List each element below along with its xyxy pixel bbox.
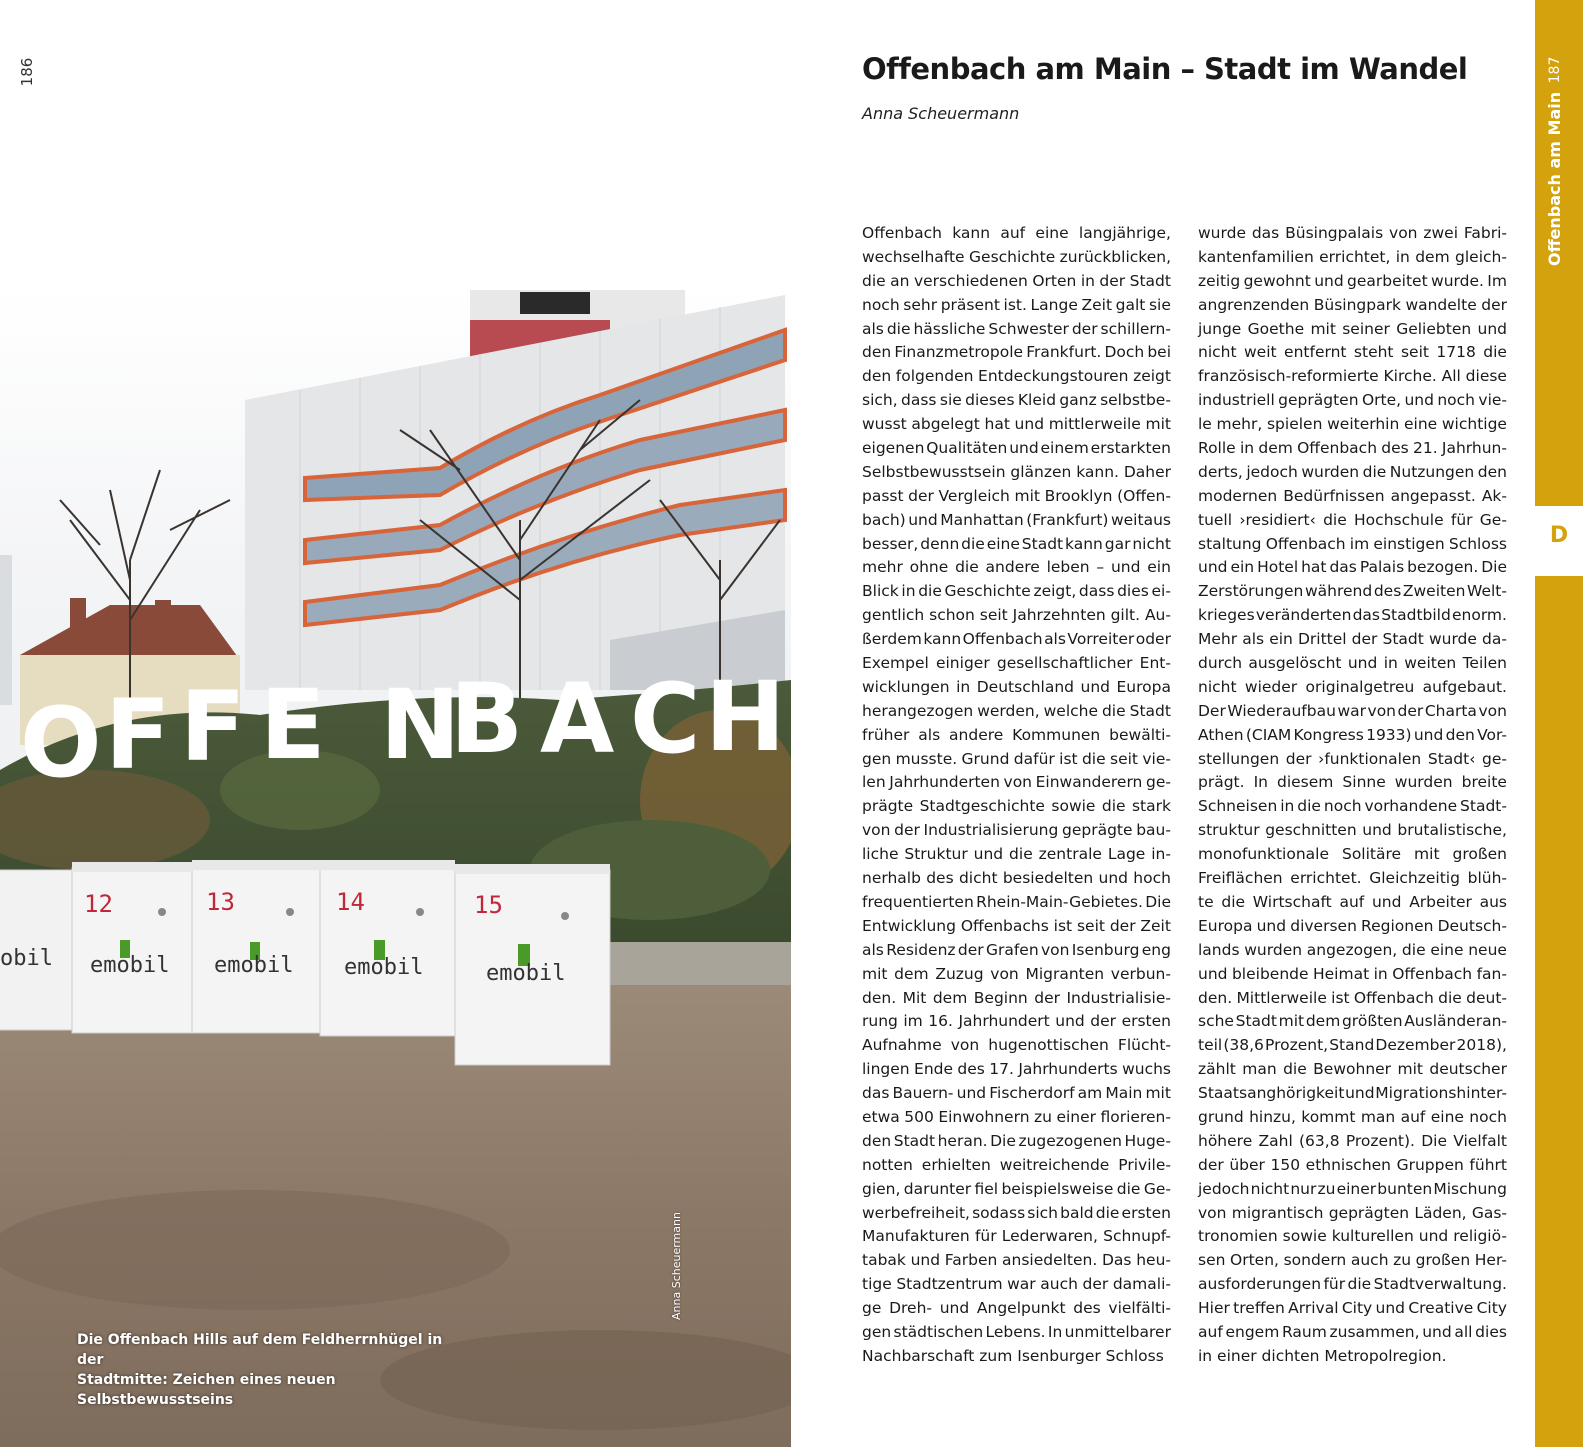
text-line: Manufakturen für Lederwaren, Schnupf- bbox=[862, 1227, 1171, 1246]
photo-credit: Anna Scheuermann bbox=[670, 1212, 683, 1320]
text-line: den. Mit dem Beginn der Industrialisie- bbox=[862, 988, 1171, 1007]
text-line: stellungen der ›funktionalen Stadt‹ ge- bbox=[1198, 749, 1507, 768]
text-line: struktur geschnitten und brutalistische, bbox=[1198, 821, 1507, 840]
photo-caption bbox=[77, 1330, 457, 1410]
text-line: in einer dichten Metropolregion. bbox=[1198, 1346, 1447, 1365]
article-title: Offenbach am Main – Stadt im Wandel bbox=[862, 52, 1468, 86]
text-line: kantenfamilien errichtet, in dem gleich- bbox=[1198, 247, 1507, 266]
text-line: junge Goethe mit seiner Geliebten und bbox=[1198, 319, 1507, 338]
text-line: ßerdem kann Offenbach als Vorreiter oder bbox=[862, 630, 1171, 649]
text-line: tige Stadtzentrum war auch der damali- bbox=[862, 1275, 1171, 1294]
text-line: Athen (CIAM Kongress 1933) und den Vor- bbox=[1198, 725, 1507, 744]
text-line: zählt man die Bewohner mit deutscher bbox=[1198, 1060, 1507, 1079]
text-line: herangezogen werden, welche die Stadt bbox=[862, 701, 1171, 720]
text-line: krieges veränderten das Stadtbild enorm. bbox=[1198, 606, 1507, 625]
text-line: der über 150 ethnischen Gruppen führt bbox=[1198, 1155, 1507, 1174]
locker-brand: emobil bbox=[344, 955, 424, 980]
sign-letter: A bbox=[540, 663, 615, 775]
text-line: wurde das Büsingpalais von zwei Fabri- bbox=[1198, 224, 1507, 242]
sign-letter: B bbox=[450, 663, 524, 775]
text-line: noch sehr präsent ist. Lange Zeit galt sie bbox=[862, 295, 1171, 314]
locker-brand: emobil bbox=[214, 953, 294, 978]
text-line: modernen Bedürfnissen angepasst. Ak- bbox=[1198, 486, 1507, 505]
text-line: prägt. In diesem Sinne wurden breite bbox=[1198, 773, 1507, 792]
text-line: früher als andere Kommunen bewälti- bbox=[862, 725, 1171, 744]
text-line: und bleibende Heimat in Offenbach fan- bbox=[1198, 964, 1507, 983]
text-line: Offenbach kann auf eine langjährige, bbox=[862, 224, 1171, 242]
text-line: teil (38,6 Prozent, Stand Dezember 2018), bbox=[1198, 1036, 1507, 1055]
photo-offenbach-hills bbox=[0, 0, 791, 1447]
text-line: Staatsanghörigkeit und Migrationshinter- bbox=[1198, 1084, 1507, 1103]
page-number-left: 186 bbox=[18, 57, 36, 87]
text-line: ausforderungen für die Stadtverwaltung. bbox=[1198, 1275, 1507, 1294]
text-line: jedoch nicht nur zu einer bunten Mischung bbox=[1198, 1179, 1507, 1198]
sign-letter: E bbox=[260, 669, 326, 781]
text-line: lingen Ende des 17. Jahrhunderts wuchs bbox=[862, 1060, 1171, 1079]
caption-line: Die Offenbach Hills auf dem Feldherrnhügel in der bbox=[77, 1332, 443, 1368]
text-line: Exempel einiger gesellschaftlicher Ent- bbox=[862, 654, 1171, 673]
sign-letter: O bbox=[20, 687, 102, 799]
text-line: französisch-reformierte Kirche. All diese bbox=[1198, 367, 1507, 386]
text-line: Mehr als ein Drittel der Stadt wurde da- bbox=[1198, 630, 1507, 649]
text-line: ge Dreh- und Angelpunkt des vielfälti- bbox=[862, 1299, 1171, 1318]
sign-letter: F bbox=[105, 679, 171, 791]
text-line: notten erhielten weitreichende Privile- bbox=[862, 1155, 1171, 1174]
text-line: len Jahrhunderten von Einwanderern ge- bbox=[862, 773, 1171, 792]
running-section-title: Offenbach am Main bbox=[1545, 91, 1564, 266]
text-line: durch ausgelöscht und in weiten Teilen bbox=[1198, 654, 1507, 673]
text-line: Rolle in dem Offenbach des 21. Jahrhun- bbox=[1198, 439, 1507, 458]
text-line: Blick in die Geschichte zeigt, dass dies ei- bbox=[862, 582, 1171, 601]
text-line: bach) und Manhattan (Frankfurt) weitaus bbox=[862, 510, 1171, 529]
text-line: nicht wieder originalgetreu aufgebaut. bbox=[1198, 677, 1507, 696]
sign-letter: N bbox=[380, 669, 461, 781]
text-line: besser, denn die eine Stadt kann gar nicht bbox=[862, 534, 1171, 553]
text-line: als Residenz der Grafen von Isenburg eng bbox=[862, 940, 1171, 959]
text-line: die an verschiedenen Orten in der Stadt bbox=[862, 271, 1171, 290]
text-column-2 bbox=[1198, 222, 1507, 1369]
text-line: Aufnahme von hugenottischen Flücht- bbox=[862, 1036, 1171, 1055]
office-building bbox=[245, 290, 785, 690]
text-line: als die hässliche Schwester der schillern- bbox=[862, 319, 1171, 338]
text-line: grund hinzu, kommt man auf eine noch bbox=[1198, 1107, 1507, 1126]
article-author: Anna Scheuermann bbox=[862, 104, 1020, 123]
text-line: tuell ›residiert‹ die Hochschule für Ge- bbox=[1198, 510, 1507, 529]
sign-letter: C bbox=[630, 663, 701, 775]
locker-number: 12 bbox=[84, 890, 113, 918]
text-line: tronomien sowie kulturellen und religiö- bbox=[1198, 1227, 1507, 1246]
text-line: nerhalb des dicht besiedelten und hoch bbox=[862, 869, 1171, 888]
text-line: den. Mittlerweile ist Offenbach die deut- bbox=[1198, 988, 1507, 1007]
text-line: gen städtischen Lebens. In unmittelbarer bbox=[862, 1322, 1171, 1341]
text-line: Entwicklung Offenbachs ist seit der Zeit bbox=[862, 916, 1171, 935]
text-line: den Finanzmetropole Frankfurt. Doch bei bbox=[862, 343, 1171, 362]
text-line: Freiflächen errichtet. Gleichzeitig blüh- bbox=[1198, 869, 1507, 888]
locker-brand-partial: obil bbox=[0, 946, 53, 971]
text-line: liche Struktur und die zentrale Lage in- bbox=[862, 845, 1171, 864]
text-line: das Bauern- und Fischerdorf am Main mit bbox=[862, 1084, 1171, 1103]
text-line: den folgenden Entdeckungstouren zeigt bbox=[862, 367, 1171, 386]
text-line: monofunktionale Solitäre mit großen bbox=[1198, 845, 1507, 864]
text-line: gentlich schon seit Jahrzehnten gilt. Au- bbox=[862, 606, 1171, 625]
text-line: mit dem Zuzug von Migranten verbun- bbox=[862, 964, 1171, 983]
text-line: höhere Zahl (63,8 Prozent). Die Vielfalt bbox=[1198, 1131, 1507, 1150]
text-line: staltung Offenbach im einstigen Schloss bbox=[1198, 534, 1507, 553]
text-line: wusst abgelegt hat und mittlerweile mit bbox=[862, 415, 1171, 434]
low-wall bbox=[610, 942, 791, 990]
locker-brand: emobil bbox=[486, 961, 566, 986]
text-line: gen musste. Grund dafür ist die seit vie- bbox=[862, 749, 1171, 768]
text-line: Nachbarschaft zum Isenburger Schloss bbox=[862, 1346, 1164, 1365]
text-line: Der Wiederaufbau war von der Charta von bbox=[1198, 701, 1507, 720]
text-line: industriell geprägten Orte, und noch vie- bbox=[1198, 391, 1507, 410]
text-line: eigenen Qualitäten und einem erstarkten bbox=[862, 439, 1171, 458]
sign-letter: H bbox=[705, 661, 786, 773]
page-number-right: 187 bbox=[1547, 56, 1563, 84]
text-line: rung im 16. Jahrhundert und der ersten bbox=[862, 1012, 1171, 1031]
locker-number: 13 bbox=[206, 888, 235, 916]
text-line: le mehr, spielen weiterhin eine wichtige bbox=[1198, 415, 1507, 434]
locker-brand: emobil bbox=[90, 953, 170, 978]
text-line: werbefreiheit, sodass sich bald die ersten bbox=[862, 1203, 1171, 1222]
text-line: frequentierten Rhein-Main-Gebietes. Die bbox=[862, 892, 1171, 911]
text-line: angrenzenden Büsingpark wandelte der bbox=[1198, 295, 1507, 314]
text-line: passt der Vergleich mit Brooklyn (Offen- bbox=[862, 486, 1171, 505]
side-building bbox=[0, 555, 12, 705]
text-line: Hier treffen Arrival City und Creative City bbox=[1198, 1299, 1507, 1318]
text-line: Selbstbewusstsein glänzen kann. Daher bbox=[862, 462, 1171, 481]
text-line: zeitig gewohnt und gearbeitet wurde. Im bbox=[1198, 271, 1507, 290]
text-line: etwa 500 Einwohnern zu einer florieren- bbox=[862, 1107, 1171, 1126]
text-line: mehr ohne die andere leben – und ein bbox=[862, 558, 1171, 577]
text-line: prägte Stadtgeschichte sowie die stark bbox=[862, 797, 1171, 816]
text-line: derts, jedoch wurden die Nutzungen den bbox=[1198, 462, 1507, 481]
text-line: wechselhafte Geschichte zurückblicken, bbox=[862, 247, 1171, 266]
text-line: von migrantisch geprägten Läden, Gas- bbox=[1198, 1203, 1507, 1222]
text-column-1 bbox=[862, 222, 1171, 1369]
locker-number: 15 bbox=[474, 891, 503, 919]
caption-line: Stadtmitte: Zeichen eines neuen Selbstbewusstseins bbox=[77, 1372, 336, 1408]
text-line: gien, darunter fiel beispielsweise die Ge- bbox=[862, 1179, 1171, 1198]
text-line: sich, dass sie dieses Kleid ganz selbstbe- bbox=[862, 391, 1171, 410]
section-letter: D bbox=[1549, 523, 1569, 548]
text-line: von der Industrialisierung geprägte bau- bbox=[862, 821, 1171, 840]
text-line: auf engem Raum zusammen, und all dies bbox=[1198, 1322, 1507, 1341]
text-line: und ein Hotel hat das Palais bezogen. Die bbox=[1198, 558, 1507, 577]
text-line: Europa und diversen Regionen Deutsch- bbox=[1198, 916, 1507, 935]
text-line: lands wurden angezogen, die eine neue bbox=[1198, 940, 1507, 959]
text-line: sen Orten, sondern auch zu großen Her- bbox=[1198, 1251, 1507, 1270]
text-line: nicht weit entfernt steht seit 1718 die bbox=[1198, 343, 1507, 362]
text-line: den Stadt heran. Die zugezogenen Huge- bbox=[862, 1131, 1171, 1150]
text-line: Zerstörungen während des Zweiten Welt- bbox=[1198, 582, 1507, 601]
text-line: tabak und Farben ansiedelten. Das heu- bbox=[862, 1251, 1171, 1270]
sign-letter: F bbox=[180, 671, 246, 783]
text-line: wicklungen in Deutschland und Europa bbox=[862, 677, 1171, 696]
text-line: Schneisen in die noch vorhandene Stadt- bbox=[1198, 797, 1507, 816]
text-line: sche Stadt mit dem größten Ausländeran- bbox=[1198, 1012, 1507, 1031]
locker-number: 14 bbox=[336, 888, 365, 916]
text-line: te die Wirtschaft auf und Arbeiter aus bbox=[1198, 892, 1507, 911]
